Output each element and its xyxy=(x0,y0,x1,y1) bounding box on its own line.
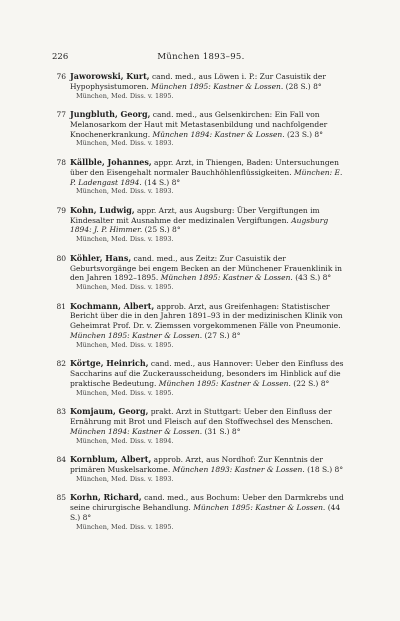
entry-publisher: München 1895: Kastner & Lossen. xyxy=(151,81,284,91)
entry-meta: München, Med. Diss. v. 1893. xyxy=(76,139,174,148)
entry-description: prakt. Arzt in Stuttgart: Ueber den Einfluss der Ernährung mit Brot und Fleisch auf den Stoffwechsel des Menschen. xyxy=(70,407,333,427)
entry-author: Källble, Johannes, xyxy=(70,156,152,167)
entry-meta: München, Med. Diss. v. 1895. xyxy=(76,91,174,100)
entry-meta: München, Med. Diss. v. 1893. xyxy=(76,235,174,244)
entry-description: approb. Arzt, aus Greifenhagen: Statistischer Bericht über die in den Jahren 1891–93 in der medizinischen Klinik von Geheimrat Prof. Dr. v. Ziemssen vorgekommenen Fälle von Pneumonie. xyxy=(70,301,343,331)
entry-author: Köhler, Hans, xyxy=(70,252,132,263)
entry-author: Kohn, Ludwig, xyxy=(70,204,135,215)
entry-publisher: München: E. P. Ladengast 1894. xyxy=(70,167,343,187)
entry-publisher: München 1894: Kastner & Lossen. xyxy=(152,129,285,139)
entry-author: Kornblum, Albert, xyxy=(70,454,152,465)
entry-body xyxy=(70,72,348,100)
entry-body xyxy=(70,254,348,292)
entry-size: (27 S.) 8° xyxy=(204,331,241,341)
entry-size: (44 S.) 8° xyxy=(70,503,341,522)
entry-size: (25 S.) 8° xyxy=(144,225,181,235)
entry-description: cand. med., aus Bochum: Ueber den Darmkrebs und seine chirurgische Behandlung. xyxy=(70,493,344,513)
entry-author: Körtge, Heinrich, xyxy=(70,358,149,369)
list-item xyxy=(52,158,348,196)
list-item xyxy=(52,110,348,148)
entry-number: 77 xyxy=(56,110,66,120)
entry-body xyxy=(70,110,348,148)
entry-size: (31 S.) 8° xyxy=(204,426,241,436)
entry-author: Jungbluth, Georg, xyxy=(70,109,151,120)
entry-number: 81 xyxy=(56,301,66,311)
list-item xyxy=(52,72,348,100)
list-item xyxy=(52,206,348,244)
page-number: 226 xyxy=(52,52,69,62)
entry-meta: München, Med. Diss. v. 1895. xyxy=(76,388,174,397)
entry-publisher: Augsburg 1894: J. P. Himmer. xyxy=(70,215,329,235)
entry-number: 76 xyxy=(56,72,66,81)
entry-body xyxy=(70,493,348,531)
entry-size: (14 S.) 8° xyxy=(144,177,181,187)
entry-publisher: München 1895: Kastner & Lossen. xyxy=(160,273,293,283)
entry-number: 82 xyxy=(56,359,66,369)
entry-body xyxy=(70,302,348,350)
entry-description: approb. Arzt, aus Nordhof: Zur Kenntnis der primären Muskelsarkome. xyxy=(70,455,323,474)
entry-description: cand. med., aus Gelsenkirchen: Ein Fall von Melanosarkom der Haut mit Metastasenbildung und nachfolgender Knochenerkrankung. xyxy=(70,110,328,139)
entry-body xyxy=(70,158,348,196)
entry-size: (22 S.) 8° xyxy=(293,378,330,388)
entry-publisher: München 1893: Kastner & Lossen. xyxy=(172,464,305,474)
entry-publisher: München 1895: Kastner & Lossen. xyxy=(193,503,326,513)
entry-meta: München, Med. Diss. v. 1893. xyxy=(76,474,174,483)
running-head: München 1893–95. xyxy=(157,52,245,62)
entry-publisher: München 1894: Kastner & Lossen. xyxy=(70,426,203,436)
entry-number: 80 xyxy=(56,253,66,263)
entry-size: (23 S.) 8° xyxy=(287,129,323,139)
entry-description: cand. med., aus Löwen i. P.: Zur Casuistik der Hypophysistumoren. xyxy=(70,72,326,91)
entry-size: (43 S.) 8° xyxy=(295,273,332,283)
entry-number: 83 xyxy=(56,407,66,417)
list-item xyxy=(52,302,348,350)
entry-number: 84 xyxy=(56,455,66,465)
entry-author: Korhn, Richard, xyxy=(70,492,142,503)
entry-body xyxy=(70,407,348,445)
entry-publisher: München 1895: Kastner & Lossen. xyxy=(70,331,203,341)
entry-meta: München, Med. Diss. v. 1893. xyxy=(76,187,174,196)
page-header xyxy=(52,52,350,64)
list-item xyxy=(52,407,348,445)
entry-description: appr. Arzt, aus Augsburg: Über Vergiftungen im Kindesalter mit Ausnahme der medizinalen Vergiftungen. xyxy=(70,205,320,225)
entry-meta: München, Med. Diss. v. 1895. xyxy=(76,283,174,292)
entry-meta: München, Med. Diss. v. 1894. xyxy=(76,436,174,445)
entry-number: 79 xyxy=(56,205,66,215)
entry-body xyxy=(70,206,348,244)
list-item xyxy=(52,359,348,397)
entry-size: (28 S.) 8° xyxy=(285,81,322,91)
entry-description: cand. med., aus Hannover: Ueber den Einfluss des Saccharins auf die Zuckerausscheidung, besonders im Hinblick auf die praktische Bedeutung. xyxy=(70,359,344,388)
entry-number: 78 xyxy=(56,157,66,167)
entry-author: Kochmann, Albert, xyxy=(70,300,155,311)
entry-list xyxy=(52,72,348,541)
list-item xyxy=(52,254,348,292)
entry-number: 85 xyxy=(56,493,66,503)
entry-meta: München, Med. Diss. v. 1895. xyxy=(76,522,174,531)
entry-author: Komjaum, Georg, xyxy=(70,406,149,417)
entry-publisher: München 1895: Kastner & Lossen. xyxy=(158,378,291,388)
entry-body xyxy=(70,455,348,483)
list-item xyxy=(52,493,348,531)
entry-author: Jaworowski, Kurt, xyxy=(70,71,150,81)
entry-body xyxy=(70,359,348,397)
entry-meta: München, Med. Diss. v. 1895. xyxy=(76,340,174,349)
entry-description: cand. med., aus Zeitz: Zur Casuistik der Geburtsvorgänge bei engem Becken an der Münchener Frauenklinik in den Jahren 1892–1895. xyxy=(70,253,342,283)
entry-size: (18 S.) 8° xyxy=(307,464,344,474)
entry-description: appr. Arzt, in Thiengen, Baden: Untersuchungen über den Eisengehalt normaler Bauchhöhlenflüssigkeiten. xyxy=(70,157,339,177)
list-item xyxy=(52,455,348,483)
